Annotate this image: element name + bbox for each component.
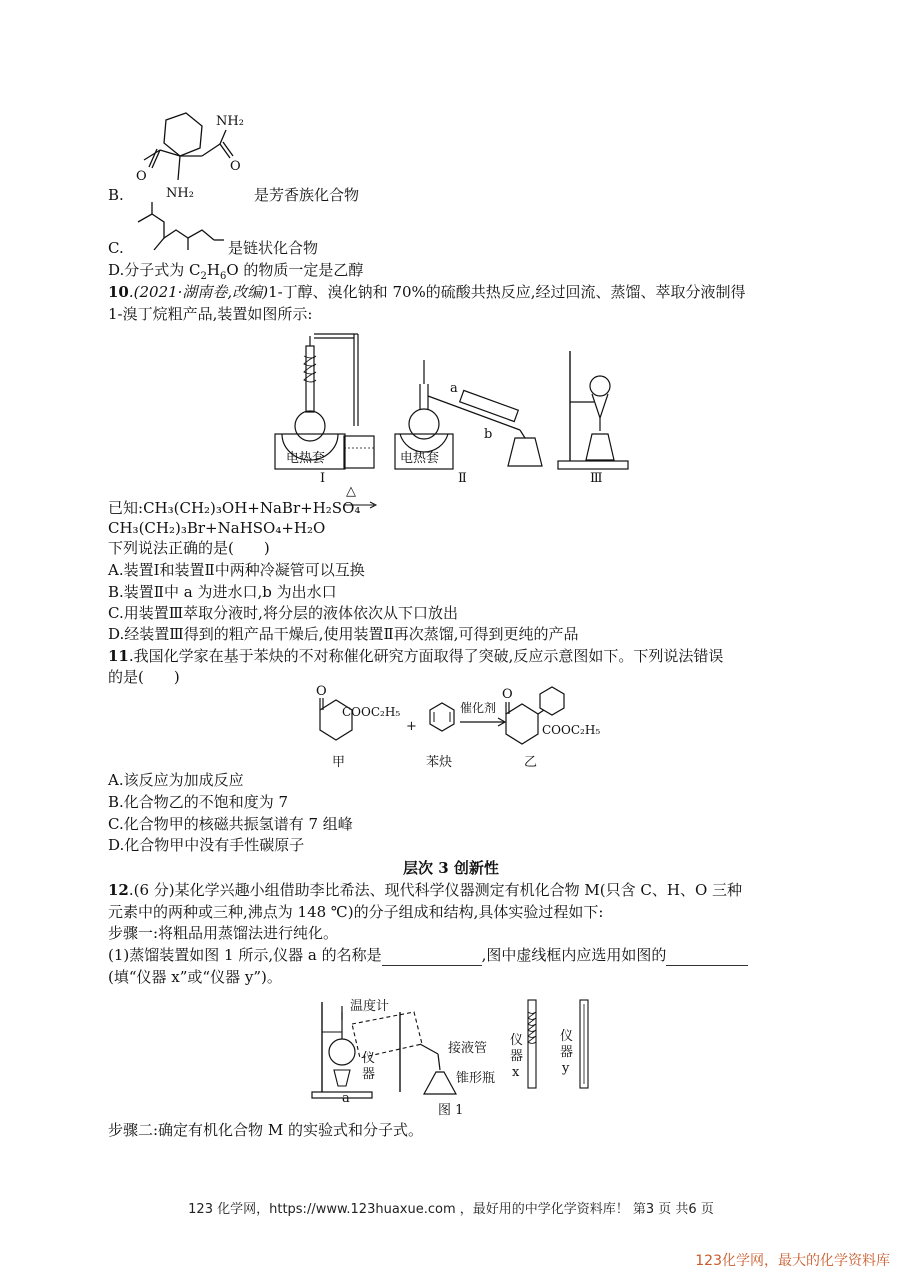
q10-line2: 1-溴丁烷粗产品,装置如图所示:	[108, 305, 313, 323]
q12-line1	[108, 880, 742, 900]
yi-label: 乙	[524, 755, 538, 770]
q10-line1	[108, 282, 746, 302]
nh2-top-label: NH₂	[216, 114, 244, 129]
q10-number: 10	[108, 283, 129, 301]
heater-label-1: 电热套	[286, 451, 326, 466]
fig1-label-a: a	[342, 1091, 350, 1106]
option-d	[108, 260, 363, 280]
apparatus-label-1: Ⅰ	[320, 471, 326, 486]
option-d-sub-2: 6	[219, 271, 227, 282]
q11-option-d: D.化合物甲中没有手性碳原子	[108, 836, 305, 854]
o-left-label: O	[136, 169, 147, 184]
option-d-text-h: H	[206, 261, 220, 279]
inlet-label-a: a	[450, 381, 458, 396]
instrument-x-char2: 器	[510, 1049, 524, 1064]
thermometer-label: 温度计	[350, 999, 390, 1014]
instrument-y-char1: 仪	[560, 1029, 574, 1044]
heater-label-2: 电热套	[400, 451, 440, 466]
jia-oxygen-label: O	[316, 684, 327, 699]
q12-sub1-text-b: ,图中虚线框内应选用如图的	[481, 946, 667, 964]
q12-step1: 步骤一:将粗品用蒸馏法进行纯化。	[108, 924, 339, 942]
q12-sub1-text-a: (1)蒸馏装置如图 1 所示,仪器 a 的名称是	[108, 946, 382, 964]
instrument-y-char2: 器	[560, 1045, 574, 1060]
q10-apparatus-figure	[270, 326, 640, 488]
instrument-label-1: 仪	[362, 1051, 376, 1066]
q12-line2: 元素中的两种或三种,沸点为 148 ℃)的分子组成和结构,具体实验过程如下:	[108, 903, 604, 921]
q12-number: 12	[108, 881, 129, 899]
q12-step2: 步骤二:确定有机化合物 M 的实验式和分子式。	[108, 1121, 423, 1139]
q12-stem: .(6 分)某化学兴趣小组借助李比希法、现代科学仪器测定有机化合物 M(只含 C、H、O 三种	[128, 881, 743, 899]
equation-products: CH₃(CH₂)₃Br+NaHSO₄+H₂O	[108, 519, 326, 537]
option-c-letter: C.	[108, 239, 124, 257]
q12-sub1	[108, 945, 748, 966]
option-c-text: 是链状化合物	[228, 239, 319, 257]
q11-line1	[108, 646, 723, 666]
q10-stem: 1-丁醇、溴化钠和 70%的硫酸共热反应,经过回流、蒸馏、萃取分液制得	[268, 283, 746, 301]
option-d-text-1: D.分子式为 C	[108, 261, 201, 279]
instrument-y-label: y	[562, 1061, 570, 1076]
q10-known-eq1	[108, 498, 360, 518]
receiver-adapter-label: 接液管	[448, 1041, 488, 1056]
q10-option-d: D.经装置Ⅲ得到的粗产品干燥后,使用装置Ⅱ再次蒸馏,可得到更纯的产品	[108, 625, 579, 643]
benzyne-label: 苯炔	[426, 755, 453, 770]
equation-heat-symbol: △	[346, 484, 356, 499]
q12-sub1-text-c: (填“仪器 x”或“仪器 y”)。	[108, 968, 282, 986]
instrument-label-2: 器	[362, 1067, 376, 1082]
equation-reactants: CH₃(CH₂)₃OH+NaBr+H₂SO₄	[143, 499, 361, 517]
q11-option-c: C.化合物甲的核磁共振氢谱有 7 组峰	[108, 815, 353, 833]
option-b-letter: B.	[108, 186, 124, 204]
watermark: 123化学网，最大的化学资料库	[695, 1253, 890, 1269]
q11-reaction-figure	[300, 682, 610, 774]
answer-blank-2[interactable]	[666, 945, 748, 966]
q10-option-b: B.装置Ⅱ中 a 为进水口,b 为出水口	[108, 583, 337, 601]
q11-option-b: B.化合物乙的不饱和度为 7	[108, 793, 289, 811]
q10-option-c: C.用装置Ⅲ萃取分液时,将分层的液体依次从下口放出	[108, 604, 458, 622]
q12-distillation-figure	[306, 992, 606, 1120]
catalyst-label: 催化剂	[460, 701, 497, 715]
q11-option-a: A.该反应为加成反应	[108, 771, 244, 789]
q10-option-a: A.装置Ⅰ和装置Ⅱ中两种冷凝管可以互换	[108, 561, 365, 579]
o-right-label: O	[230, 159, 241, 174]
answer-blank-1[interactable]	[382, 945, 482, 966]
q10-question: 下列说法正确的是( )	[108, 539, 270, 557]
option-b-text: 是芳香族化合物	[254, 186, 360, 204]
q11-stem: .我国化学家在基于苯炔的不对称催化研究方面取得了突破,反应示意图如下。下列说法错误	[128, 647, 724, 665]
option-c	[108, 238, 319, 258]
plus-sign: +	[406, 719, 417, 734]
apparatus-label-2: Ⅱ	[458, 471, 467, 486]
instrument-x-char1: 仪	[510, 1033, 524, 1048]
q10-source: .(2021·湖南卷,改编)	[128, 283, 269, 301]
fig1-caption: 图 1	[438, 1103, 464, 1118]
jia-ester-label: COOC₂H₅	[342, 705, 401, 719]
page-footer: 123 化学网，https://www.123huaxue.com ，最好用的中学化学资料库！ 第3 页 共6 页	[188, 1202, 714, 1217]
known-prefix: 已知:	[108, 499, 144, 517]
conical-flask-label: 锥形瓶	[456, 1071, 496, 1086]
yi-ester-label: COOC₂H₅	[542, 723, 601, 737]
q11-line2: 的是( )	[108, 668, 180, 686]
nh2-bottom-label: NH₂	[166, 186, 194, 201]
option-d-sub-1: 2	[200, 271, 207, 282]
apparatus-label-3: Ⅲ	[590, 471, 603, 486]
outlet-label-b: b	[484, 427, 493, 442]
structure-option-c	[128, 200, 228, 255]
q11-number: 11	[108, 647, 129, 665]
equation-arrow	[344, 500, 378, 510]
jia-label: 甲	[332, 755, 346, 770]
option-d-text-2: O 的物质一定是乙醇	[226, 261, 364, 279]
instrument-x-label: x	[512, 1065, 520, 1080]
structure-option-b	[130, 108, 260, 208]
section-heading-level3: 层次 3 创新性	[403, 859, 499, 877]
yi-oxygen-label: O	[502, 687, 513, 702]
